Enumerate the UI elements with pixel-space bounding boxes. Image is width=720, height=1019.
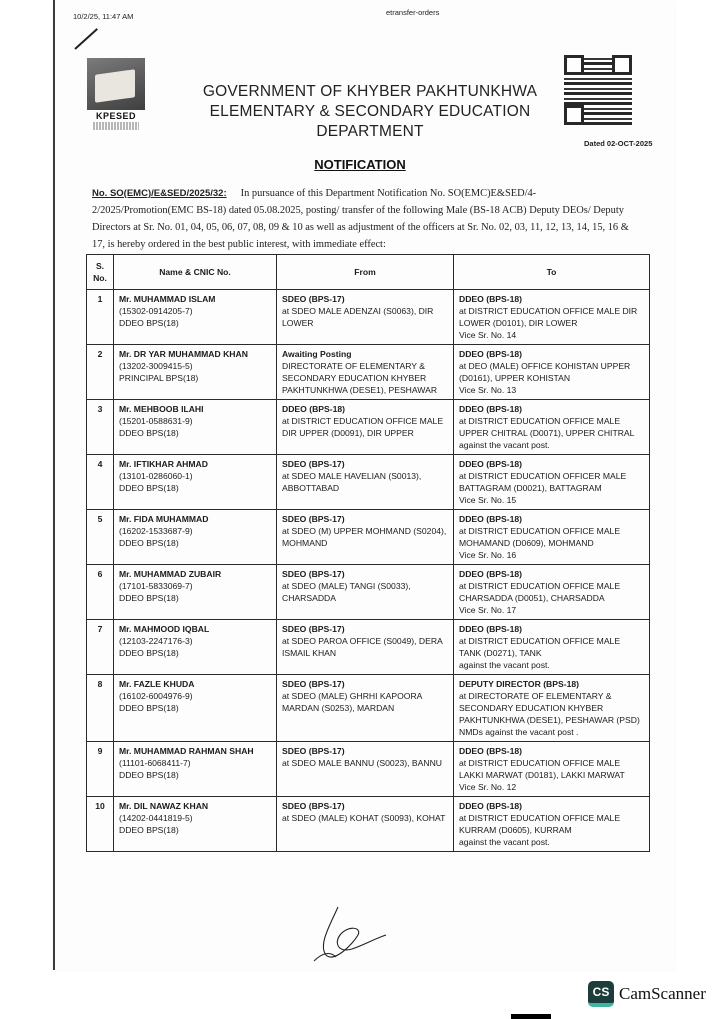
officer-designation: DDEO BPS(18) bbox=[119, 825, 179, 835]
transfer-table bbox=[86, 254, 650, 852]
to-post: DDEO (BPS-18) bbox=[459, 801, 523, 811]
row-to-cell bbox=[454, 565, 650, 620]
to-detail: at DISTRICT EDUCATION OFFICE MALE LAKKI MARWAT (D0181), LAKKI MARWAT bbox=[459, 758, 625, 780]
from-detail: at DISTRICT EDUCATION OFFICE MALE DIR UPPER (D0091), DIR UPPER bbox=[282, 416, 444, 438]
officer-cnic: (16202-1533687-9) bbox=[119, 526, 193, 536]
row-sno: 5 bbox=[87, 510, 114, 565]
row-from-cell bbox=[277, 797, 454, 852]
to-post: DEPUTY DIRECTOR (BPS-18) bbox=[459, 679, 580, 689]
table-row bbox=[87, 620, 650, 675]
officer-cnic: (14202-0441819-5) bbox=[119, 813, 193, 823]
table-row bbox=[87, 565, 650, 620]
kpesed-logo bbox=[87, 58, 145, 133]
officer-designation: DDEO BPS(18) bbox=[119, 593, 179, 603]
row-name-cell bbox=[114, 797, 277, 852]
print-timestamp: 10/2/25, 11:47 AM bbox=[73, 12, 134, 21]
to-note: Vice Sr. No. 14 bbox=[459, 330, 517, 340]
to-detail: at DEO (MALE) OFFICE KOHISTAN UPPER (D0161), UPPER KOHISTAN bbox=[459, 361, 631, 383]
from-post: SDEO (BPS-17) bbox=[282, 679, 345, 689]
header-from: From bbox=[277, 255, 454, 290]
officer-name: Mr. MUHAMMAD RAHMAN SHAH bbox=[119, 746, 254, 756]
officer-name: Mr. MUHAMMAD ISLAM bbox=[119, 294, 216, 304]
header-sno: S. No. bbox=[87, 255, 114, 290]
notification-body bbox=[92, 185, 637, 253]
print-source: etransfer-orders bbox=[386, 8, 440, 17]
from-post: SDEO (BPS-17) bbox=[282, 746, 345, 756]
officer-cnic: (15201-0588631-9) bbox=[119, 416, 193, 426]
to-note: against the vacant post. bbox=[459, 660, 550, 670]
row-sno: 3 bbox=[87, 400, 114, 455]
from-post: SDEO (BPS-17) bbox=[282, 801, 345, 811]
table-row bbox=[87, 797, 650, 852]
row-sno: 10 bbox=[87, 797, 114, 852]
officer-cnic: (15302-0914205-7) bbox=[119, 306, 193, 316]
from-detail: at SDEO (MALE) GHRHI KAPOORA MARDAN (S0253), MARDAN bbox=[282, 691, 422, 713]
officer-name: Mr. FIDA MUHAMMAD bbox=[119, 514, 209, 524]
notification-title: NOTIFICATION bbox=[314, 157, 406, 172]
dated-label: Dated 02-OCT-2025 bbox=[584, 139, 653, 148]
signature bbox=[308, 905, 388, 965]
reference-number: No. SO(EMC)/E&SED/2025/32: bbox=[92, 188, 227, 199]
row-name-cell bbox=[114, 565, 277, 620]
row-name-cell bbox=[114, 510, 277, 565]
officer-name: Mr. FAZLE KHUDA bbox=[119, 679, 195, 689]
from-post: DDEO (BPS-18) bbox=[282, 404, 346, 414]
row-sno: 9 bbox=[87, 742, 114, 797]
row-name-cell bbox=[114, 620, 277, 675]
officer-designation: DDEO BPS(18) bbox=[119, 483, 179, 493]
officer-designation: PRINCIPAL BPS(18) bbox=[119, 373, 199, 383]
to-detail: at DISTRICT EDUCATION OFFICE MALE DIR LOWER (D0101), DIR LOWER bbox=[459, 306, 638, 328]
open-book-icon bbox=[87, 58, 145, 110]
row-from-cell bbox=[277, 400, 454, 455]
row-from-cell bbox=[277, 345, 454, 400]
table-row bbox=[87, 455, 650, 510]
row-name-cell bbox=[114, 742, 277, 797]
to-detail: at DISTRICT EDUCATION OFFICE MALE TANK (D0271), TANK bbox=[459, 636, 621, 658]
to-detail: at DISTRICT EDUCATION OFFICE MALE UPPER CHITRAL (D0071), UPPER CHITRAL bbox=[459, 416, 635, 438]
row-sno: 2 bbox=[87, 345, 114, 400]
officer-designation: DDEO BPS(18) bbox=[119, 648, 179, 658]
from-detail: at SDEO MALE ADENZAI (S0063), DIR LOWER bbox=[282, 306, 434, 328]
officer-name: Mr. MUHAMMAD ZUBAIR bbox=[119, 569, 222, 579]
row-from-cell bbox=[277, 455, 454, 510]
officer-cnic: (13101-0286060-1) bbox=[119, 471, 193, 481]
officer-designation: DDEO BPS(18) bbox=[119, 770, 179, 780]
table-header-row bbox=[87, 255, 650, 290]
row-name-cell bbox=[114, 455, 277, 510]
to-detail: at DISTRICT EDUCATION OFFICE MALE KURRAM (D0605), KURRAM bbox=[459, 813, 621, 835]
to-note: Vice Sr. No. 12 bbox=[459, 782, 517, 792]
from-detail: at SDEO MALE BANNU (S0023), BANNU bbox=[282, 758, 442, 768]
row-from-cell bbox=[277, 290, 454, 345]
camscanner-watermark bbox=[588, 981, 706, 1007]
to-post: DDEO (BPS-18) bbox=[459, 746, 523, 756]
logo-label: KPESED bbox=[95, 111, 136, 121]
table-row bbox=[87, 675, 650, 742]
officer-designation: DDEO BPS(18) bbox=[119, 538, 179, 548]
table-row bbox=[87, 510, 650, 565]
from-detail: at SDEO (MALE) KOHAT (S0093), KOHAT bbox=[282, 813, 446, 823]
qr-code-icon bbox=[564, 55, 632, 125]
to-post: DDEO (BPS-18) bbox=[459, 459, 523, 469]
to-post: DDEO (BPS-18) bbox=[459, 404, 523, 414]
department-header bbox=[190, 82, 550, 142]
row-from-cell bbox=[277, 620, 454, 675]
header-line-2: ELEMENTARY & SECONDARY EDUCATION DEPARTMENT bbox=[209, 103, 531, 140]
officer-cnic: (11101-6068411-7) bbox=[119, 758, 191, 768]
table-row bbox=[87, 290, 650, 345]
row-to-cell bbox=[454, 797, 650, 852]
from-post: SDEO (BPS-17) bbox=[282, 294, 345, 304]
officer-designation: DDEO BPS(18) bbox=[119, 428, 179, 438]
preamble-text: In pursuance of this Department Notification No. SO(EMC)E&SED/4-2/2025/Promotion(EMC BS-18) dated 05.08.2025, posting/ transfer of the following Male (BS-18 ACB) Deputy DEOs/ Deputy Directors at Sr. No. 01, 04, 05, 06, 07, 08, 09 & 10 as well as adjustment of the officers at Sr. No. 02, 03, 11, 12, 13, 14, 15, 16 & 17, is hereby ordered in the best public interest, with immediate effect: bbox=[92, 188, 629, 250]
row-sno: 4 bbox=[87, 455, 114, 510]
header-line-1: GOVERNMENT OF KHYBER PAKHTUNKHWA bbox=[202, 83, 538, 100]
officer-cnic: (16102-6004976-9) bbox=[119, 691, 193, 701]
officer-name: Mr. DR YAR MUHAMMAD KHAN bbox=[119, 349, 248, 359]
officer-name: Mr. MAHMOOD IQBAL bbox=[119, 624, 210, 634]
officer-designation: DDEO BPS(18) bbox=[119, 318, 179, 328]
to-detail: at DIRECTORATE OF ELEMENTARY & SECONDARY EDUCATION KHYBER PAKHTUNKHWA (DESE1), PESHAWAR (PSD) NMDs against the vacant post . bbox=[459, 691, 640, 737]
row-to-cell bbox=[454, 290, 650, 345]
row-to-cell bbox=[454, 455, 650, 510]
from-detail: at SDEO PAROA OFFICE (S0049), DERA ISMAIL KHAN bbox=[282, 636, 443, 658]
row-from-cell bbox=[277, 510, 454, 565]
to-post: DDEO (BPS-18) bbox=[459, 294, 523, 304]
from-post: Awaiting Posting bbox=[282, 349, 352, 359]
to-note: Vice Sr. No. 15 bbox=[459, 495, 517, 505]
from-detail: at SDEO MALE HAVELIAN (S0013), ABBOTTABAD bbox=[282, 471, 422, 493]
row-from-cell bbox=[277, 565, 454, 620]
from-detail: at SDEO (MALE) TANGI (S0033), CHARSADDA bbox=[282, 581, 411, 603]
to-post: DDEO (BPS-18) bbox=[459, 514, 523, 524]
to-detail: at DISTRICT EDUCATION OFFICE MALE MOHAMAND (D0609), MOHMAND bbox=[459, 526, 621, 548]
row-name-cell bbox=[114, 290, 277, 345]
table-row bbox=[87, 400, 650, 455]
row-sno: 7 bbox=[87, 620, 114, 675]
to-detail: at DISTRICT EDUCATION OFFICE MALE CHARSADDA (D0051), CHARSADDA bbox=[459, 581, 621, 603]
from-post: SDEO (BPS-17) bbox=[282, 624, 345, 634]
row-name-cell bbox=[114, 345, 277, 400]
officer-name: Mr. MEHBOOB ILAHI bbox=[119, 404, 204, 414]
row-to-cell bbox=[454, 510, 650, 565]
from-post: SDEO (BPS-17) bbox=[282, 459, 345, 469]
logo-subtitle bbox=[93, 122, 139, 130]
officer-designation: DDEO BPS(18) bbox=[119, 703, 179, 713]
to-post: DDEO (BPS-18) bbox=[459, 569, 523, 579]
to-note: Vice Sr. No. 17 bbox=[459, 605, 517, 615]
officer-cnic: (12103-2247176-3) bbox=[119, 636, 193, 646]
row-to-cell bbox=[454, 742, 650, 797]
to-note: Vice Sr. No. 13 bbox=[459, 385, 517, 395]
from-post: SDEO (BPS-17) bbox=[282, 569, 345, 579]
row-name-cell bbox=[114, 400, 277, 455]
officer-name: Mr. DIL NAWAZ KHAN bbox=[119, 801, 209, 811]
to-detail: at DISTRICT EDUCATION OFFICER MALE BATTAGRAM (D0021), BATTAGRAM bbox=[459, 471, 627, 493]
officer-name: Mr. IFTIKHAR AHMAD bbox=[119, 459, 208, 469]
from-detail: DIRECTORATE OF ELEMENTARY & SECONDARY EDUCATION KHYBER PAKHTUNKHWA (DESE1), PESHAWAR bbox=[282, 361, 438, 395]
row-sno: 8 bbox=[87, 675, 114, 742]
camscanner-logo-icon: CS bbox=[588, 981, 614, 1007]
to-note: Vice Sr. No. 16 bbox=[459, 550, 517, 560]
row-to-cell bbox=[454, 400, 650, 455]
to-post: DDEO (BPS-18) bbox=[459, 349, 523, 359]
camscanner-label: CamScanner bbox=[619, 984, 706, 1003]
table-row bbox=[87, 742, 650, 797]
to-note: against the vacant post. bbox=[459, 837, 550, 847]
header-to: To bbox=[454, 255, 650, 290]
row-name-cell bbox=[114, 675, 277, 742]
to-note: against the vacant post. bbox=[459, 440, 550, 450]
from-detail: at SDEO (M) UPPER MOHMAND (S0204), MOHMAND bbox=[282, 526, 447, 548]
officer-cnic: (17101-5833069-7) bbox=[119, 581, 193, 591]
row-from-cell bbox=[277, 675, 454, 742]
table-row bbox=[87, 345, 650, 400]
bottom-bar bbox=[511, 1014, 551, 1019]
row-sno: 1 bbox=[87, 290, 114, 345]
row-to-cell bbox=[454, 675, 650, 742]
row-to-cell bbox=[454, 345, 650, 400]
row-to-cell bbox=[454, 620, 650, 675]
officer-cnic: (13202-3009415-5) bbox=[119, 361, 193, 371]
row-from-cell bbox=[277, 742, 454, 797]
to-post: DDEO (BPS-18) bbox=[459, 624, 523, 634]
header-name: Name & CNIC No. bbox=[114, 255, 277, 290]
row-sno: 6 bbox=[87, 565, 114, 620]
from-post: SDEO (BPS-17) bbox=[282, 514, 345, 524]
